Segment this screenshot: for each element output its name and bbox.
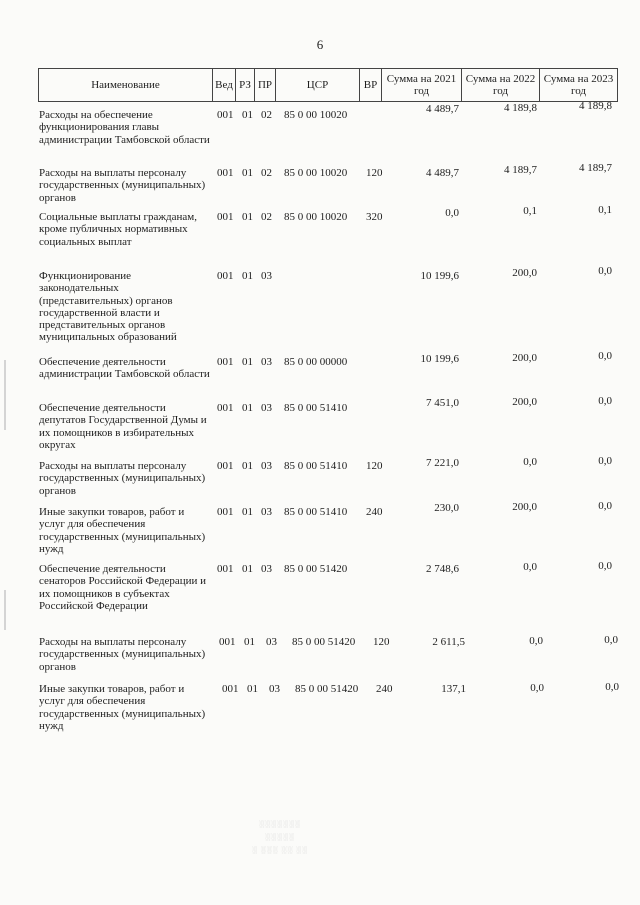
row-rz: 01: [242, 167, 253, 179]
row-pr: 03: [261, 460, 272, 472]
row-rz: 01: [242, 460, 253, 472]
row-rz: 01: [247, 683, 258, 695]
row-sum-2022: 200,0: [512, 352, 537, 364]
row-vr: 320: [366, 211, 383, 223]
row-csr: 85 0 00 51420: [295, 683, 359, 695]
row-sum-2022: 0,1: [523, 205, 537, 217]
header-pr: ПР: [255, 68, 276, 102]
row-pr: 03: [261, 270, 272, 282]
row-sum-2022: 4 189,8: [504, 102, 537, 114]
row-csr: 85 0 00 00000: [284, 356, 348, 368]
page-number: 6: [316, 37, 324, 52]
row-pr: 03: [261, 356, 272, 368]
row-sum-2023: 4 189,8: [579, 100, 612, 112]
row-sum-2022: 0,0: [523, 456, 537, 468]
row-ved: 001: [217, 356, 234, 368]
row-sum-2021: 4 489,7: [426, 167, 459, 179]
row-pr: 03: [266, 636, 277, 648]
row-rz: 01: [242, 270, 253, 282]
row-ved: 001: [222, 683, 239, 695]
scan-margin-mark: [4, 590, 6, 630]
header-name: Наименование: [38, 68, 213, 102]
row-sum-2022: 0,0: [529, 635, 543, 647]
row-sum-2023: 0,0: [598, 395, 612, 407]
row-rz: 01: [242, 563, 253, 575]
row-sum-2022: 200,0: [512, 501, 537, 513]
row-ved: 001: [217, 211, 234, 223]
row-csr: 85 0 00 51410: [284, 402, 348, 414]
row-pr: 02: [261, 211, 272, 223]
row-name: Иные закупки товаров, работ и услуг для обеспечения государственных (муниципальных) нужд: [39, 506, 206, 555]
row-pr: 02: [261, 109, 272, 121]
row-vr: 120: [366, 460, 383, 472]
row-name: Расходы на выплаты персоналу государственных (муниципальных) органов: [39, 167, 206, 204]
row-sum-2021: 230,0: [434, 502, 459, 514]
row-name: Функционирование законодательных (представительных) органов государственной власти и представительных органов муниципальных образований: [39, 270, 177, 344]
scan-margin-mark: [4, 360, 6, 430]
header-sum-2021: Сумма на 2021 год: [382, 68, 462, 102]
row-name: Расходы на выплаты персоналу государственных (муниципальных) органов: [39, 636, 206, 673]
row-sum-2023: 0,0: [598, 560, 612, 572]
row-ved: 001: [217, 460, 234, 472]
faint-stamp-mark: ░░░░░: [265, 833, 295, 841]
row-ved: 001: [217, 563, 234, 575]
row-vr: 120: [373, 636, 390, 648]
row-sum-2021: 2 748,6: [426, 563, 459, 575]
row-sum-2021: 10 199,6: [420, 353, 459, 365]
row-sum-2022: 200,0: [512, 396, 537, 408]
row-pr: 03: [261, 402, 272, 414]
row-sum-2022: 0,0: [523, 561, 537, 573]
row-csr: 85 0 00 10020: [284, 211, 348, 223]
row-pr: 02: [261, 167, 272, 179]
header-csr: ЦСР: [276, 68, 360, 102]
row-sum-2021: 137,1: [441, 683, 466, 695]
faint-stamp-mark: ░ ░░░ ░░ ░░: [252, 846, 308, 854]
row-sum-2022: 0,0: [530, 682, 544, 694]
row-csr: 85 0 00 51410: [284, 460, 348, 472]
header-rz: РЗ: [236, 68, 255, 102]
row-sum-2023: 0,0: [598, 455, 612, 467]
row-sum-2023: 0,1: [598, 204, 612, 216]
row-ved: 001: [217, 506, 234, 518]
faint-stamp-mark: ░░░░░░░: [259, 820, 301, 828]
row-ved: 001: [217, 109, 234, 121]
row-sum-2023: 0,0: [598, 265, 612, 277]
row-name: Расходы на выплаты персоналу государственных (муниципальных) органов: [39, 460, 206, 497]
row-name: Иные закупки товаров, работ и услуг для обеспечения государственных (муниципальных) нужд: [39, 683, 206, 732]
row-sum-2023: 0,0: [598, 500, 612, 512]
row-csr: 85 0 00 51420: [292, 636, 356, 648]
row-sum-2021: 4 489,7: [426, 103, 459, 115]
row-csr: 85 0 00 10020: [284, 167, 348, 179]
row-name: Обеспечение деятельности сенаторов Российской Федерации и их помощников в субъектах Российской Федерации: [39, 563, 207, 612]
row-sum-2023: 0,0: [598, 350, 612, 362]
row-sum-2023: 0,0: [604, 634, 618, 646]
row-sum-2021: 0,0: [445, 207, 459, 219]
row-name: Обеспечение деятельности администрации Тамбовской области: [39, 356, 210, 381]
row-rz: 01: [244, 636, 255, 648]
row-sum-2021: 2 611,5: [432, 636, 465, 648]
row-sum-2021: 7 221,0: [426, 457, 459, 469]
row-sum-2021: 7 451,0: [426, 397, 459, 409]
row-rz: 01: [242, 211, 253, 223]
row-csr: 85 0 00 51420: [284, 563, 348, 575]
row-rz: 01: [242, 506, 253, 518]
row-ved: 001: [217, 270, 234, 282]
row-sum-2023: 0,0: [605, 681, 619, 693]
row-rz: 01: [242, 402, 253, 414]
row-rz: 01: [242, 356, 253, 368]
row-ved: 001: [219, 636, 236, 648]
row-csr: 85 0 00 10020: [284, 109, 348, 121]
row-pr: 03: [261, 506, 272, 518]
row-name: Обеспечение деятельности депутатов Государственной Думы и их помощников в избирательных округах: [39, 402, 207, 451]
row-pr: 03: [261, 563, 272, 575]
row-name: Социальные выплаты гражданам, кроме публичных нормативных социальных выплат: [39, 211, 197, 248]
row-sum-2022: 4 189,7: [504, 164, 537, 176]
header-vr: ВР: [360, 68, 382, 102]
row-ved: 001: [217, 402, 234, 414]
row-sum-2021: 10 199,6: [420, 270, 459, 282]
row-rz: 01: [242, 109, 253, 121]
row-sum-2022: 200,0: [512, 267, 537, 279]
row-ved: 001: [217, 167, 234, 179]
header-sum-2022: Сумма на 2022 год: [462, 68, 540, 102]
row-vr: 240: [376, 683, 393, 695]
header-sum-2023: Сумма на 2023 год: [540, 68, 618, 102]
row-vr: 240: [366, 506, 383, 518]
row-csr: 85 0 00 51410: [284, 506, 348, 518]
row-vr: 120: [366, 167, 383, 179]
row-pr: 03: [269, 683, 280, 695]
row-sum-2023: 4 189,7: [579, 162, 612, 174]
row-name: Расходы на обеспечение функционирования главы администрации Тамбовской области: [39, 109, 210, 146]
header-ved: Вед: [213, 68, 236, 102]
